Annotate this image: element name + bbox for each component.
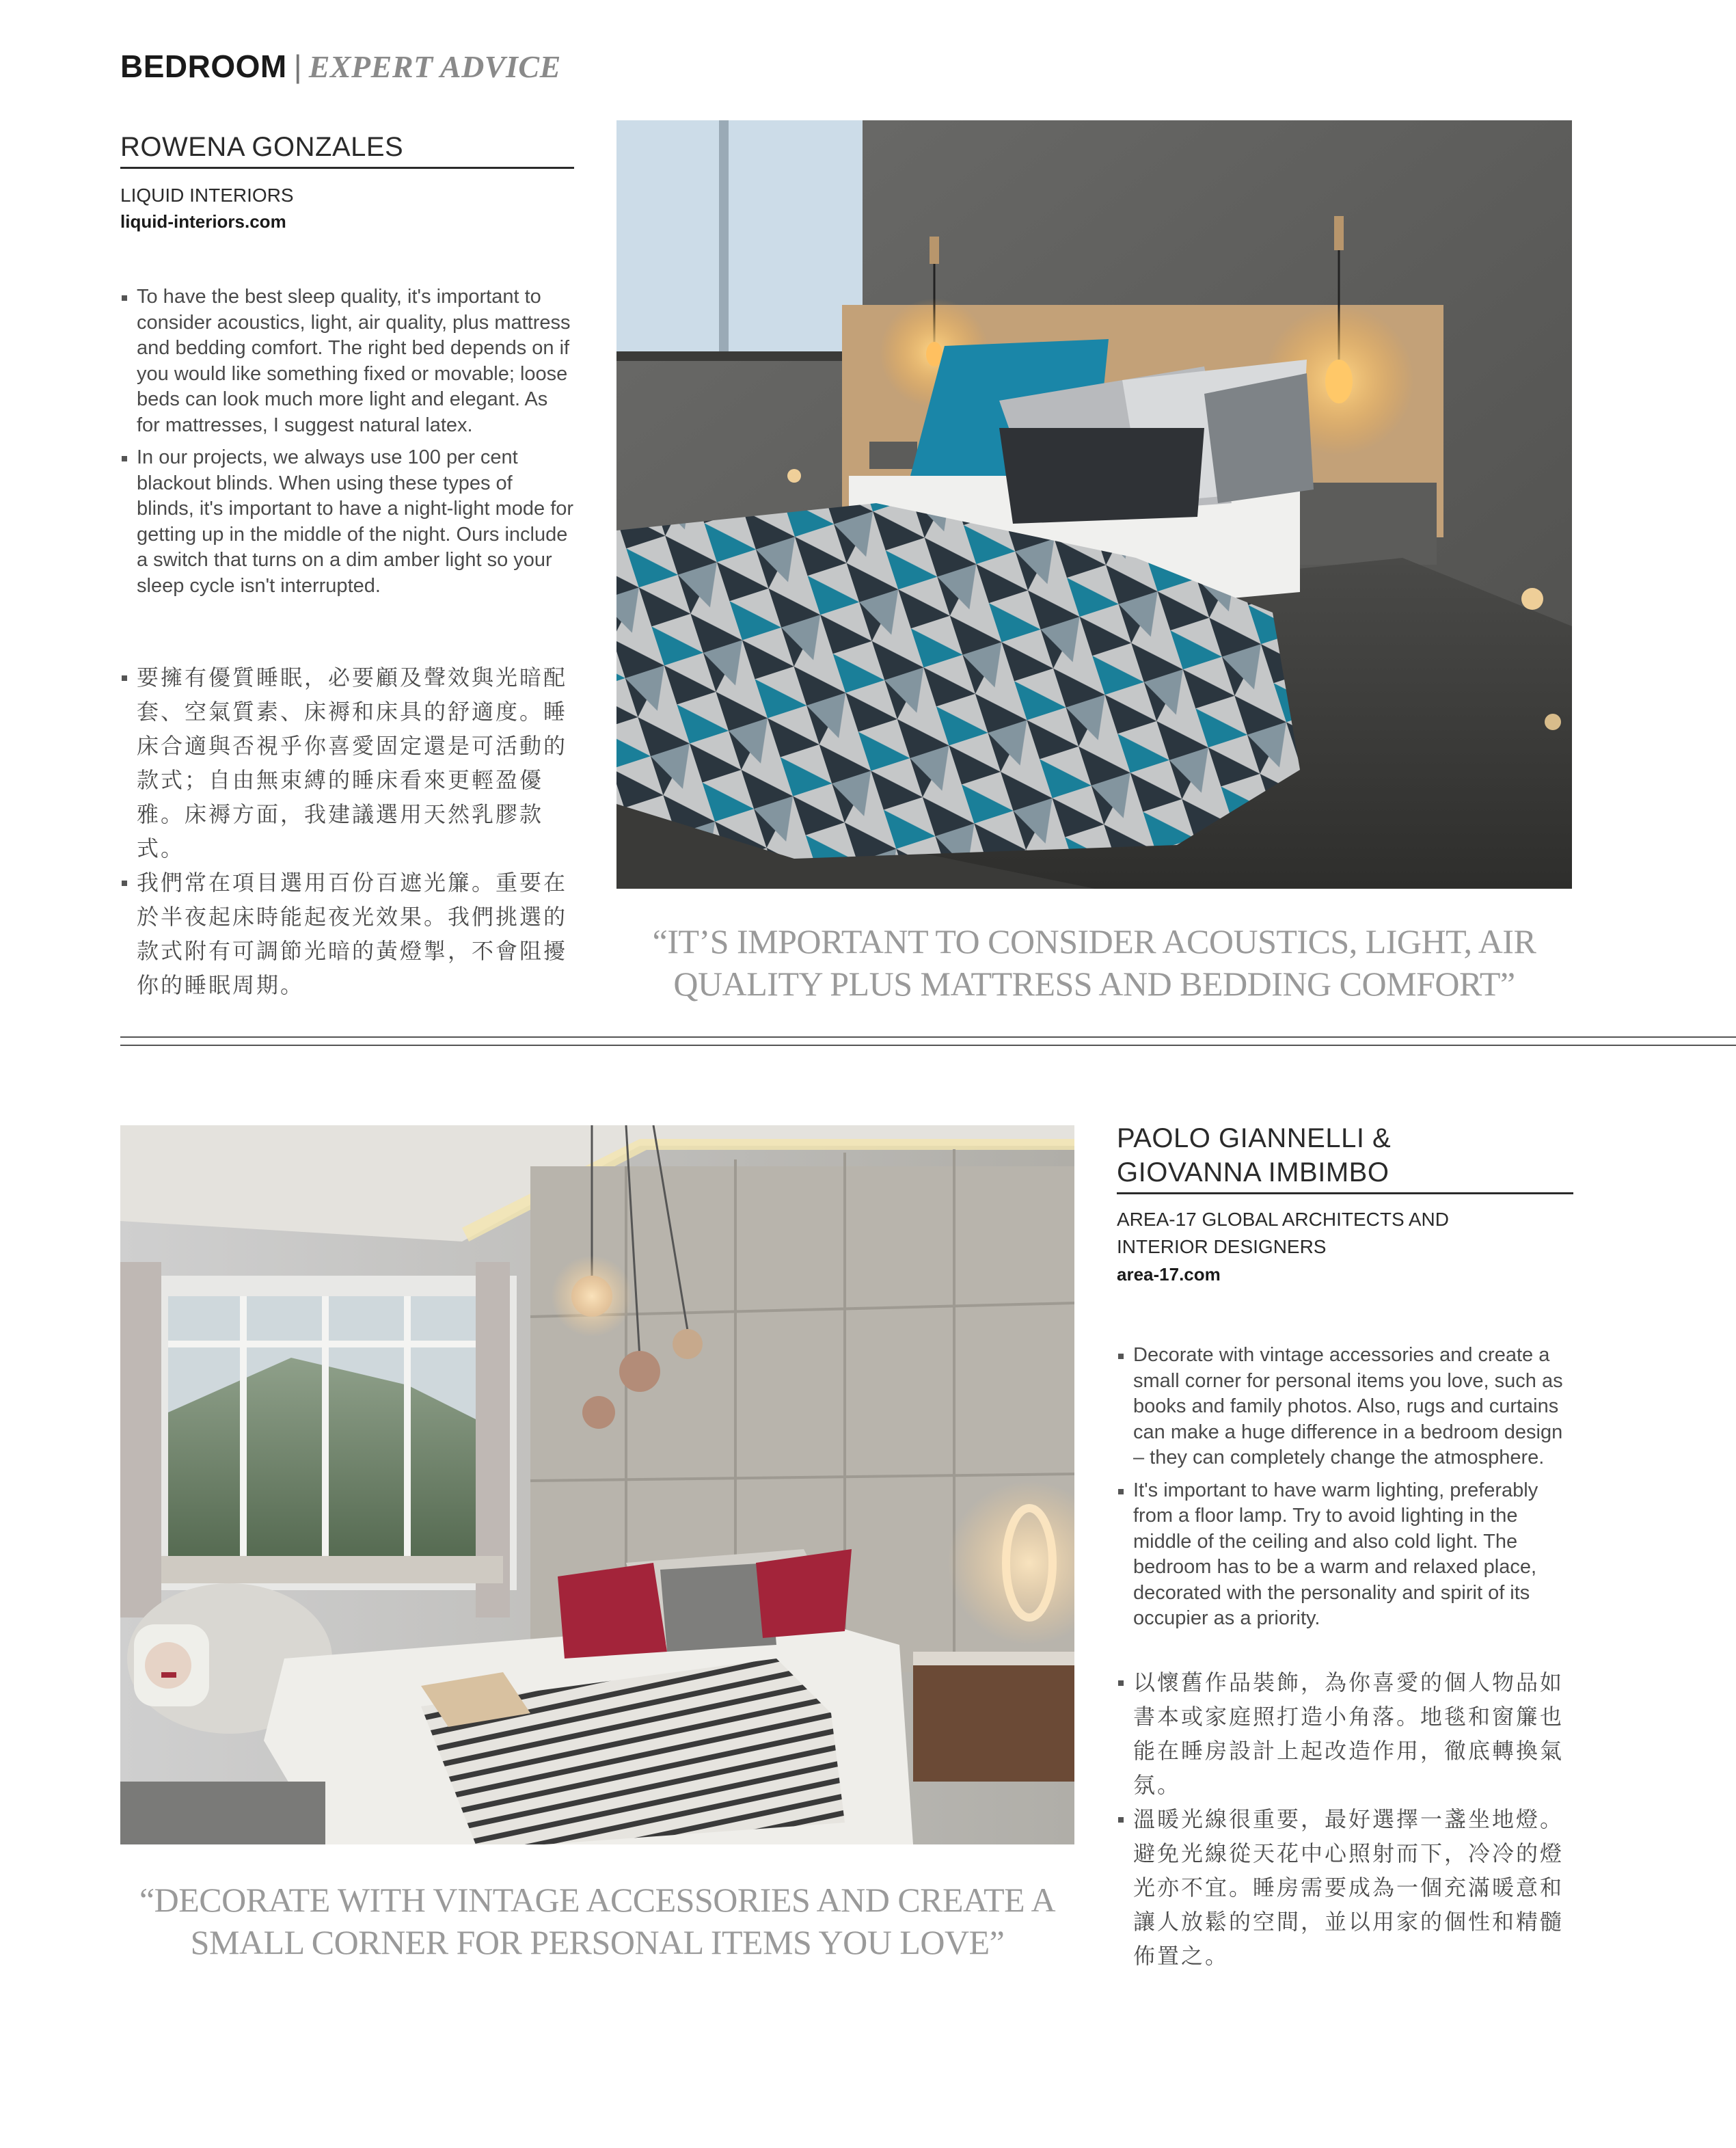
expert1-website: liquid-interiors.com bbox=[120, 211, 286, 232]
expert2-name: PAOLO GIANNELLI & GIOVANNA IMBIMBO bbox=[1117, 1123, 1392, 1187]
expert2-company: AREA-17 GLOBAL ARCHITECTS AND INTERIOR DESIGNERS bbox=[1117, 1209, 1449, 1257]
expert1-bullet-cn-2: 我們常在項目選用百份百遮光簾。重要在於半夜起床時能起夜光效果。我們挑選的款式附有可調節光暗的黃燈掣，不會阻擾你的睡眠周期。 bbox=[120, 865, 574, 1002]
expert2-name-rule bbox=[1117, 1192, 1573, 1194]
expert1-company: LIQUID INTERIORS bbox=[120, 185, 294, 206]
expert1-name: ROWENA GONZALES bbox=[120, 132, 404, 162]
expert2-website: area-17.com bbox=[1117, 1264, 1221, 1285]
expert2-pull-quote: “DECORATE WITH VINTAGE ACCESSORIES AND CREATE A SMALL CORNER FOR PERSONAL ITEMS YOU LOVE” bbox=[139, 1881, 1056, 1961]
section-header bbox=[120, 48, 561, 85]
expert1-bullet-cn-1: 要擁有優質睡眠，必要顧及聲效與光暗配套、空氣質素、床褥和床具的舒適度。睡床合適與否視乎你喜愛固定還是可活動的款式；自由無束縛的睡床看來更輕盈優雅。床褥方面，我建議選用天然乳膠款式。 bbox=[120, 660, 574, 865]
section-divider bbox=[120, 1036, 1736, 1047]
bedroom-photo-2 bbox=[120, 1125, 1074, 1844]
section-separator: | bbox=[293, 49, 302, 84]
expert1-pull-quote: “IT’S IMPORTANT TO CONSIDER ACOUSTICS, LIGHT, AIR QUALITY PLUS MATTRESS AND BEDDING COMFORT” bbox=[652, 922, 1536, 1003]
bedroom-photo-1 bbox=[616, 120, 1572, 889]
section-subtitle: EXPERT ADVICE bbox=[308, 49, 561, 84]
expert1-bullets-cn bbox=[120, 660, 574, 1002]
expert1-bullet-en-1: To have the best sleep quality, it's important to consider acoustics, light, air quality, plus mattress and bedding comfort. The right bed depends on if you would like something fixed or movable; loose beds can look much more light and elegant. As for mattresses, I suggest natural latex. bbox=[120, 284, 574, 438]
section-title: BEDROOM bbox=[120, 49, 287, 84]
expert2-bullet-cn-1: 以懷舊作品裝飾，為你喜愛的個人物品如書本或家庭照打造小角落。地毯和窗簾也能在睡房設計上起改造作用，徹底轉換氣氛。 bbox=[1117, 1665, 1573, 1802]
expert2-bullet-en-2: It's important to have warm lighting, preferably from a floor lamp. Try to avoid lighting in the middle of the ceiling and also cold light. The bedroom has to be a warm and relaxed place, decorated with the personality and spirit of its occupier as a priority. bbox=[1117, 1478, 1573, 1632]
expert1-name-rule bbox=[120, 167, 574, 169]
expert2-bullet-cn-2: 溫暖光線很重要，最好選擇一盞坐地燈。避免光線從天花中心照射而下，冷冷的燈光亦不宜。睡房需要成為一個充滿暖意和讓人放鬆的空間，並以用家的個性和精髓佈置之。 bbox=[1117, 1802, 1573, 1973]
expert1-bullets-en bbox=[120, 284, 574, 606]
expert1-bullet-en-2: In our projects, we always use 100 per cent blackout blinds. When using these types of blinds, it's important to have a night-light mode for getting up in the middle of the night. Ours include a switch that turns on a dim amber light so your sleep cycle isn't interrupted. bbox=[120, 445, 574, 599]
expert2-bullets-en bbox=[1117, 1343, 1573, 1639]
expert2-bullets-cn bbox=[1117, 1665, 1573, 1973]
expert2-bullet-en-1: Decorate with vintage accessories and create a small corner for personal items you love, such as books and family photos. Also, rugs and curtains can make a huge difference in a bedroom design – they can completely change the atmosphere. bbox=[1117, 1343, 1573, 1471]
